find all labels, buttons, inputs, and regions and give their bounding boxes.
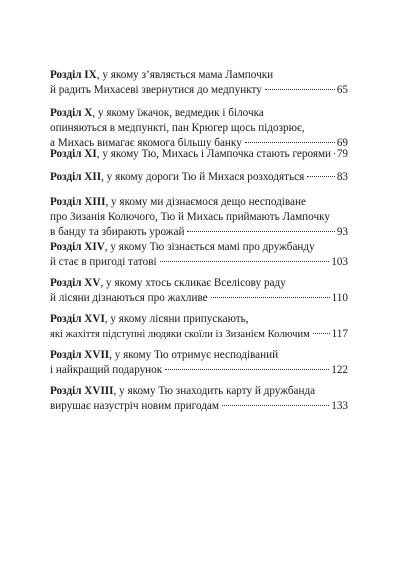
chapter-number: Розділ XIV: [50, 241, 105, 253]
toc-entry: [50, 68, 348, 98]
chapter-title-line: , у якому їжачок, ведмедик і білочка: [92, 107, 264, 119]
chapter-title-line: а Михась вимагає якомога більшу банку: [50, 137, 242, 149]
chapter-number: Розділ X: [50, 107, 93, 119]
page-number: 79: [336, 148, 348, 160]
chapter-number: Розділ XV: [50, 277, 101, 289]
toc-entry: [50, 106, 348, 151]
page-number: 133: [331, 400, 348, 412]
chapter-title-line: , у якому ми дізнаємося дещо несподіване: [105, 196, 306, 208]
dot-leader: [313, 333, 330, 334]
page-number: 83: [336, 171, 348, 183]
chapter-title-line: , у якому Тю, Михась і Лампочка стають героями: [96, 148, 332, 160]
dot-leader: [187, 231, 334, 232]
page-number: 69: [336, 137, 348, 149]
dot-leader: [222, 405, 329, 406]
dot-leader: [160, 261, 330, 262]
chapter-number: Розділ XVII: [50, 349, 110, 361]
toc-entry: [50, 147, 348, 162]
toc-entry: [50, 312, 348, 342]
chapter-number: Розділ XII: [50, 171, 102, 183]
dot-leader: [334, 153, 335, 154]
chapter-title-line: , у якому з’являється мама Лампочки: [96, 69, 274, 81]
chapter-title-line: , у якому Тю зізнається мамі про дружбанду: [104, 241, 315, 253]
chapter-title-line: в банду та збирають урожай: [50, 226, 185, 238]
chapter-title-line: й лісяни дізнаються про жахливе: [50, 292, 208, 304]
dot-leader: [211, 297, 330, 298]
chapter-title-line: які жахіття підступні людяки скоїли із Зизанієм Колючим: [50, 329, 310, 340]
chapter-title-line: й радить Михасеві звернутися до медпункту: [50, 84, 262, 96]
dot-leader: [165, 369, 329, 370]
chapter-title-line: , у якому дороги Тю й Михася розходяться: [101, 171, 305, 183]
chapter-title-line: про Зизанія Колючого, Тю й Михась приймають Лампочку: [50, 211, 330, 223]
chapter-number: Розділ XVIII: [50, 385, 114, 397]
dot-leader: [245, 142, 335, 143]
chapter-title-line: , у якому Тю отримує несподіваний: [109, 349, 279, 361]
page-number: 110: [331, 292, 348, 304]
dot-leader: [307, 176, 335, 177]
chapter-number: Розділ XVI: [50, 313, 105, 325]
page-number: 103: [331, 256, 348, 268]
dot-leader: [265, 89, 335, 90]
chapter-title-line: , у якому хтось скликає Вселісову раду: [100, 277, 286, 289]
chapter-title-line: , у якому лісяни припускають,: [104, 313, 249, 325]
toc-entry: [50, 195, 348, 240]
chapter-title-line: опиняються в медпункті, пан Крюгер щось підозрює,: [50, 122, 305, 134]
toc-entry: [50, 276, 348, 306]
chapter-number: Розділ IX: [50, 69, 97, 81]
page-number: 122: [331, 364, 348, 376]
chapter-title-line: , у якому Тю знаходить карту й дружбанда: [113, 385, 316, 397]
toc-entry: [50, 384, 348, 414]
chapter-title-line: й стає в пригоді татові: [50, 256, 157, 268]
chapter-number: Розділ XI: [50, 148, 97, 160]
toc-entry: [50, 170, 348, 185]
toc-entry: [50, 348, 348, 378]
toc-entry: [50, 240, 348, 270]
page-number: 65: [336, 84, 348, 96]
page-number: 93: [336, 226, 348, 238]
chapter-title-line: і найкращий подарунок: [50, 364, 163, 376]
page-number: 117: [331, 328, 348, 340]
chapter-title-line: вирушає назустріч новим пригодам: [50, 400, 219, 412]
chapter-number: Розділ XIII: [50, 196, 106, 208]
